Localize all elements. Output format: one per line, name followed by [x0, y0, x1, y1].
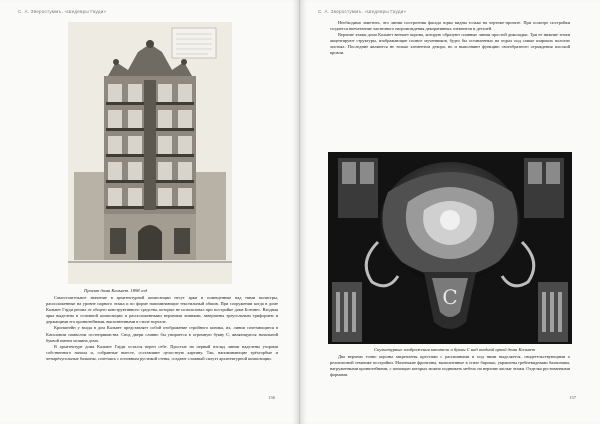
page-number-right: 137: [569, 395, 576, 400]
ornate-bay-photo-svg: [328, 152, 572, 344]
caption-right: Скульптурные изображения капители и буквы С над входной аркой дома Кальвет: [374, 347, 536, 352]
right-page: [300, 0, 600, 424]
paragraph: Самостоятельное значение в архитектурной композиции несут арки и помещенные над ними пилястры, расположенные на уровне парного этажа и по форме напоминающие текстильный обшив. При сооружении когда в доме Кальвет Гауди решил от общего конструктивного средства, которые не использовал при постройке дома Ботинес. Входная арка выделена в основной композиции и расположенными верхними линиями, завершены треугольным трифорием и держащими его кронштейнами, выполненными в стиле портале.: [46, 295, 278, 325]
paragraph: Кронштейн у входа в дом Кальвет представляет собой отображение стройного коника, их, линии сочетающиеся в Каталонии символом гостеприимства. Свод двери сливно бы упирается в огромную букву С, являющуюся начальной буквой имени хозяина дома.: [46, 325, 278, 343]
page-number-left: 136: [268, 395, 275, 400]
paragraph: Два верхних точно короны закреплены крестами с распашными и под ними выделяется, свидетельствующими о религиозной тематике постройки. Маленькие фронтоны, выполненные в стиле барокко, украшены гребневидными балконами, нагруженными кронштейнами, с помощью которых можно поднимать мебель на верхние жилые этажи. Отделка рустованными формами.: [330, 354, 570, 378]
paragraph: Необходимо заметить, что линии построения фасада зорко видны только на чертеже-проекте. При осмотре постройки создается впечатление хаотичного нагромождения декоративных элементов и деталей.: [330, 20, 570, 32]
body-text-right-top: [330, 20, 570, 57]
ornate-bay-photo: [328, 152, 572, 344]
caption-left: Проект дома Кальвет. 1898 год: [84, 288, 148, 293]
facade-drawing: [68, 22, 232, 284]
paragraph: В архитектуре дома Кальвет Гауди остался верен себе. Простые на первый взгляд линии наделены узорами собственного начала и, собранные вместе, составляют целостную картину. Так, напоминающие трёхгорбые и четырёхугольные балконы, сочетаясь с основным рустикой стены, создают сложный силуэт архитектурной композиции.: [46, 343, 278, 361]
facade-drawing-svg: [68, 22, 232, 284]
svg-text:C: C: [442, 285, 458, 309]
running-head-left: С. А. Зверостуммъ. «Шедевры Гауди»: [18, 9, 107, 14]
paragraph: Верхние этажи дома Кальвет венчает корона, которую образуют плавные линии простой диколадки. Три ее нижние точки акцентируют структуры, изображающие полное мученников, будто бы оставленных на отдых под самые широких пологих листьях. Последние являются не только элементом декора, но и выполняют функцию своеобразного ограждения плоской кровли.: [330, 32, 570, 56]
body-text-left: [46, 295, 278, 362]
running-head-right: С. А. Зверостуммъ. «Шедевры Гауди»: [318, 9, 407, 14]
body-text-right-bottom: [330, 354, 570, 378]
